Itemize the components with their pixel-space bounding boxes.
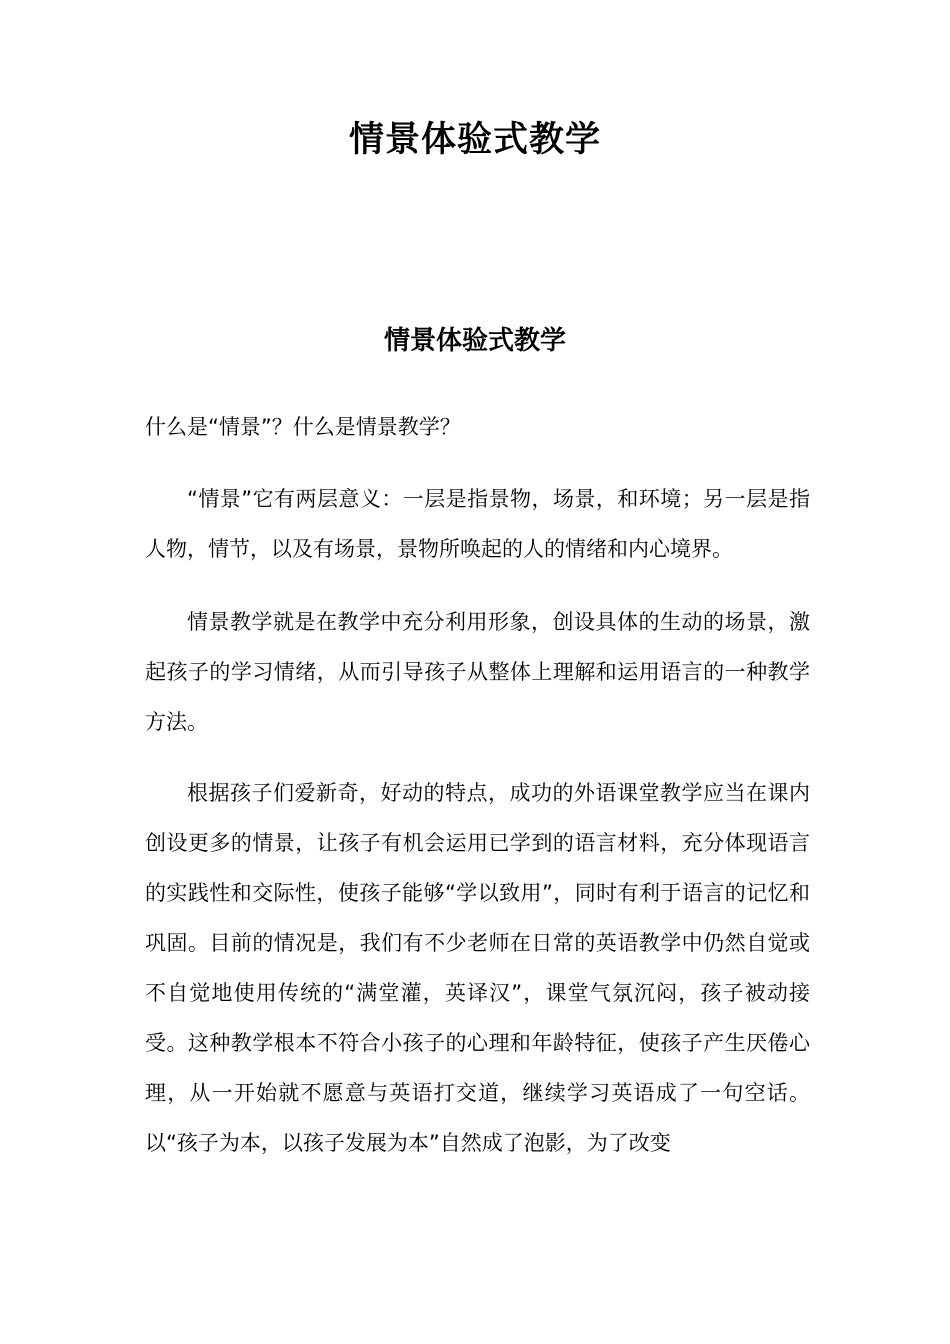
paragraph-1: “情景”它有两层意义：一层是指景物，场景，和环境；另一层是指人物，情节，以及有场景，景物所唤起的人的情绪和内心境界。 xyxy=(145,487,810,561)
paragraph-2: 情景教学就是在教学中充分利用形象，创设具体的生动的场景，激起孩子的学习情绪，从而引导孩子从整体上理解和运用语言的一种教学方法。 xyxy=(145,610,810,734)
document-title: 情景体验式教学 xyxy=(348,120,601,160)
question-line: 什么是“情景”？什么是情景教学？ xyxy=(145,415,461,439)
paragraph-3: 根据孩子们爱新奇，好动的特点，成功的外语课堂教学应当在课内创设更多的情景，让孩子有机会运用已学到的语言材料，充分体现语言的实践性和交际性，使孩子能够“学以致用”，同时有利于语言的记忆和巩固。目前的情况是，我们有不少老师在日常的英语教学中仍然自觉或不自觉地使用传统的“满堂灌，英译汉”，课堂气氛沉闷，孩子被动接受。这种教学根本不符合小孩子的心理和年龄特征，使孩子产生厌倦心理，从一开始就不愿意与英语打交道，继续学习英语成了一句空话。以“孩子为本，以孩子发展为本”自然成了泡影，为了改变 xyxy=(145,781,810,1155)
section-title: 情景体验式教学 xyxy=(383,326,566,356)
